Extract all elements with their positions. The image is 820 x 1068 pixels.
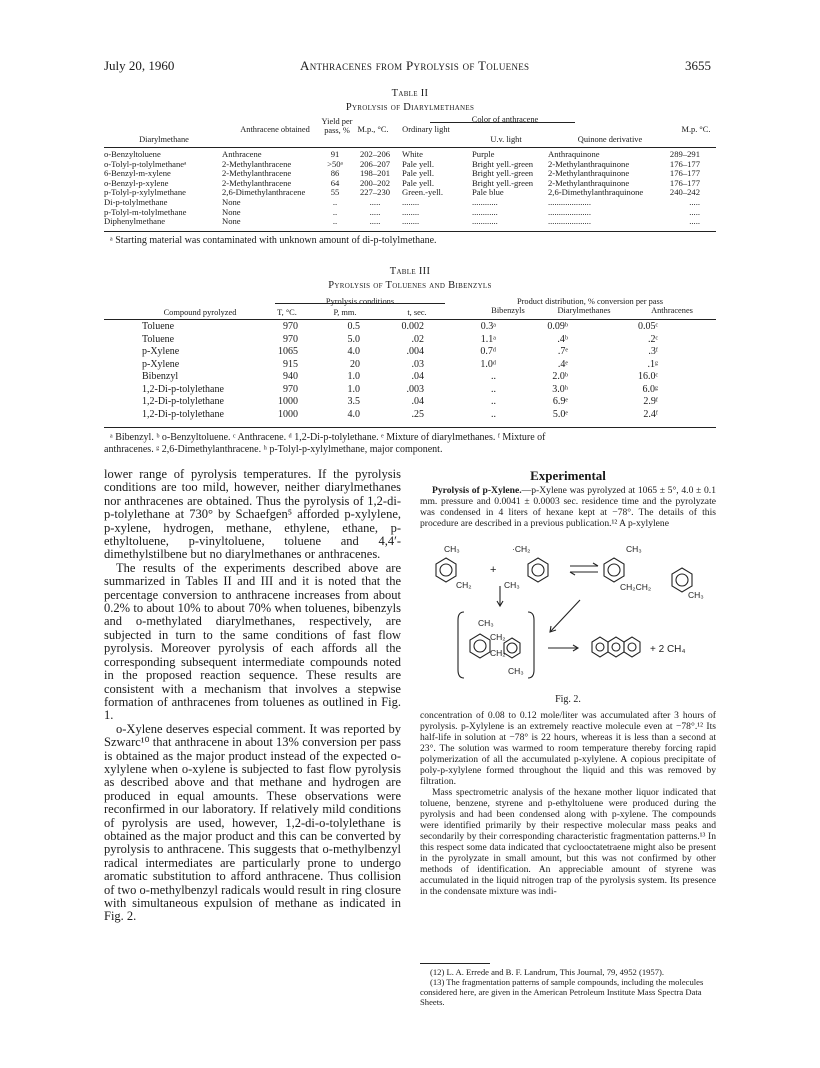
cell: 970 — [283, 321, 298, 332]
label-product: + 2 CH₄ — [650, 644, 686, 655]
cell: 2.0ᵇ — [552, 371, 568, 382]
t2-h-anthracene-obtained: Anthracene obtained — [240, 125, 310, 134]
cell: 240–242 — [669, 187, 700, 198]
cell: .. — [332, 216, 338, 227]
cell: 1,2-Di-p-tolylethane — [142, 383, 224, 395]
cell: 2,6-Dimethylanthracene — [222, 187, 306, 198]
t2-h-yield: Yield per pass, % — [321, 117, 353, 135]
cell: 1.0 — [347, 383, 360, 395]
body-paragraph: The results of the experiments described above are summarized in Tables II and III and it is noted that the percentage conversion to anthracene increases from about 0.2% to about 10% to about 70% when toluenes, bibenzyls and o-methylated diarylmethanes, respectively, are subjected in turn to the same conditions of fast flow pyrolysis. Moreover pyrolysis of each affords all the corresponding subsequent intermediate compounds noted in the proposed reaction sequence. These results are consistent with a mechanism that involves a stepwise formation of anthracenes from toluenes as outlined in Fig. 1. — [104, 560, 401, 723]
footnote-12: (12) L. A. Errede and B. F. Landrum, This Journal, 79, 4952 (1957). — [430, 967, 665, 977]
ring-circle — [608, 564, 620, 576]
label-ch2: CH₂ — [490, 648, 506, 658]
cell: Pale yell. — [402, 177, 434, 188]
cell: 6.0ᵍ — [642, 383, 658, 395]
table3-footnote-line2: anthracenes. ᵍ 2,6-Dimethylanthracene. ʰ p-Tolyl-p-xylylmethane, major component. — [104, 444, 443, 455]
cell: ............ — [472, 216, 498, 227]
cell: 2.9ᶠ — [643, 396, 658, 407]
cell: ............ — [472, 196, 498, 207]
cell: Bright yell.-green — [472, 158, 534, 169]
t2-h-color-group: Color of anthracene — [471, 115, 539, 124]
label-ch2: CH₂ — [490, 632, 506, 642]
cell: 4.0 — [347, 346, 360, 357]
cell: .. — [491, 396, 496, 407]
t3-h-diarylmethanes: Diarylmethanes — [557, 306, 611, 315]
cell: 5.0ᵉ — [552, 408, 568, 420]
label-ch3: CH₃ — [504, 580, 520, 590]
t3-h-tsec: t, sec. — [407, 308, 427, 317]
cell: .04 — [411, 371, 424, 382]
cell: .02 — [411, 333, 424, 345]
header-date: July 20, 1960 — [104, 58, 175, 73]
label-ch2: CH₂ — [456, 580, 472, 590]
cell: Pale blue — [472, 187, 504, 198]
bracket-left — [458, 612, 464, 678]
cell: None — [222, 216, 241, 227]
cell: 940 — [283, 371, 298, 382]
cell: 5.0 — [347, 333, 360, 345]
cell: 0.7ᵈ — [480, 346, 496, 357]
cell: ..... — [689, 216, 700, 227]
table3-body — [140, 321, 660, 421]
table-row — [140, 334, 660, 347]
cell: None — [222, 196, 241, 207]
table3 — [140, 321, 660, 421]
label-ch2-radical: ·CH₂ — [512, 544, 531, 554]
table-row — [140, 396, 660, 409]
cell: 2.4ᶠ — [643, 408, 658, 420]
cell: 970 — [283, 333, 298, 345]
cell: Toluene — [142, 333, 175, 345]
cell: 1000 — [278, 396, 298, 407]
cell: 0.5 — [347, 321, 360, 332]
cell: Pale yell. — [402, 168, 434, 179]
cell: Purple — [472, 149, 495, 159]
ring-circle — [507, 643, 517, 653]
table-row — [140, 346, 660, 359]
cell: .3ᶠ — [648, 346, 658, 357]
cell: .. — [491, 408, 496, 420]
table2-body — [102, 150, 702, 227]
cell: .03 — [411, 358, 424, 370]
ring-circle — [440, 564, 452, 576]
right-column-bottom — [420, 710, 716, 897]
cell: Green.-yell. — [402, 187, 444, 198]
cell: 0.002 — [401, 321, 424, 332]
cell: p-Xylene — [142, 346, 180, 357]
label-plus: + — [490, 564, 497, 576]
cell: 970 — [283, 383, 298, 395]
cell: None — [222, 206, 241, 217]
anthracene-ring — [624, 637, 640, 657]
cell: 289–291 — [669, 149, 700, 159]
section-heading: Experimental — [530, 468, 606, 483]
table2-caption: Pyrolysis of Diarylmethanes — [345, 102, 475, 113]
cell: .4ᵇ — [557, 333, 568, 345]
cell: 3.5 — [347, 396, 360, 407]
t2-h-diarylmethane: Diarylmethane — [139, 135, 189, 144]
table2-label: Table II — [391, 88, 429, 99]
cell: .................... — [548, 216, 591, 227]
body-paragraph: Mass spectrometric analysis of the hexane mother liquor indicated that toluene, benzene, styrene and p-ethyltoluene were produced during the pyrolysis and had been condensed along with p-xylene. The compounds were identified primarily by their respective molecular mass peaks and secondarily by their corresponding characteristic fragmentation patterns.¹³ In this respect some data indicated that cyclooctatetraene might also be present in the pyrolyzate in small amount, but this was not confirmed by other methods of identification. An appreciable amount of styrene was accumulated in the liquid nitrogen trap of the pyrolysis system. Its presence in the condensate mixture was indi- — [420, 787, 716, 897]
benzene-ring — [604, 558, 624, 582]
cell: .. — [491, 371, 496, 382]
cell: p-Tolyl-m-tolylmethane — [104, 206, 187, 217]
cell: 202–206 — [359, 149, 391, 159]
t3-h-bibenzyls: Bibenzyls — [491, 306, 525, 315]
cell: 55 — [330, 187, 340, 198]
table3-label: Table III — [389, 266, 431, 277]
cell: 1,2-Di-p-tolylethane — [142, 408, 224, 420]
t2-h-quinone: Quinone derivative — [577, 135, 643, 144]
cell: .................... — [548, 206, 591, 217]
cell: 2-Methylanthraquinone — [548, 177, 630, 188]
bracket-right — [528, 612, 534, 678]
cell: o-Tolyl-p-tolylmethaneᵃ — [104, 158, 187, 169]
cell: Anthracene — [222, 149, 262, 159]
cell: Anthraquinone — [548, 149, 600, 159]
right-column-top — [420, 485, 716, 529]
table3-footnote-line1: ᵃ Bibenzyl. ᵇ o-Benzyltoluene. ᶜ Anthracene. ᵈ 1,2-Di-p-tolylethane. ᵉ Mixture of diarylmethanes. ᶠ Mixture of — [110, 432, 546, 443]
cell: 6.9ᵉ — [552, 396, 568, 407]
label-ch3: CH₃ — [688, 590, 704, 600]
cell: Bright yell.-green — [472, 168, 534, 179]
anthracene-ring — [592, 637, 608, 657]
t2-h-quinone-mp: M.p. °C. — [681, 125, 711, 134]
ring-circle — [474, 640, 486, 652]
body-paragraph: concentration of 0.08 to 0.12 mole/liter was accumulated after 3 hours of pyrolysis. p-Xylylene is an extremely reactive molecule even at −78°.¹² Its half-life in solution at −78° is 22 hours, whereas it is less than a second at 23°. The solution was warmed to room temperature thereby forcing rapid polymerization of all the accumulated p-xylylene. A copious precipitate of poly-p-xylylene formed throughout the liquid and this was removed by filtration. — [420, 710, 716, 787]
table-row — [140, 359, 660, 372]
cell: 176–177 — [669, 158, 700, 169]
cell: .7ᵉ — [557, 346, 568, 357]
cell: 1.0 — [347, 371, 360, 382]
body-paragraph: o-Xylene deserves especial comment. It was reported by Szwarc¹⁰ that anthracene in about 13% conversion per pass is obtained as the major product instead of the expected o-xylylene when o-xylene is subjected to fast flow pyrolysis as described above and that methane and hydrogen are produced in equal amounts. These observations were reconfirmed in our laboratory. If relatively mild conditions of pyrolysis are used, however, 1,2-di-o-tolylethane is obtained as the major product and this can be converted by pyrolysis to anthracene. This suggests that o-methylbenzyl radical intermediates are particularly prone to undergo aromatic substitution to afford anthracene. Thus collision of two o-methylbenzyl radicals would result in ring closure with simultaneous expulsion of methane as indicated in Fig. 2. — [104, 721, 401, 924]
cell: .................... — [548, 196, 591, 207]
t3-h-conditions-group: Pyrolysis conditions — [325, 297, 395, 306]
label-ch3: CH₃ — [626, 544, 642, 554]
cell: 915 — [283, 358, 298, 370]
cell: p-Tolyl-p-xylylmethane — [104, 187, 186, 198]
table3-caption: Pyrolysis of Toluenes and Bibenzyls — [328, 280, 492, 291]
cell: 0.05ᶜ — [637, 321, 658, 332]
cell: 91 — [330, 149, 340, 159]
cell: p-Xylene — [142, 358, 180, 370]
cell: ........ — [402, 196, 420, 207]
cell: 1,2-Di-p-tolylethane — [142, 396, 224, 407]
footnotes — [420, 967, 716, 1007]
t3-h-anthracenes: Anthracenes — [651, 306, 693, 315]
cell: 64 — [330, 177, 340, 188]
cell: .1ᵍ — [647, 358, 658, 370]
label-ch3: CH₃ — [444, 544, 460, 554]
left-column — [104, 468, 401, 924]
table2 — [102, 150, 702, 227]
benzene-ring — [528, 558, 548, 582]
benzene-ring — [672, 568, 692, 592]
cell: 176–177 — [669, 168, 700, 179]
ring-circle — [532, 564, 544, 576]
table-row — [140, 371, 660, 384]
cell: ..... — [689, 196, 700, 207]
cell: 1.1ᵃ — [480, 333, 496, 345]
cell: o-Benzyl-p-xylene — [104, 177, 169, 188]
cell: 200–202 — [359, 177, 391, 188]
cell: 198–201 — [359, 168, 391, 179]
diagonal-arrow — [550, 600, 580, 632]
cell: 0.09ᵇ — [547, 321, 568, 332]
table-row — [140, 409, 660, 422]
label-ch3: CH₃ — [478, 618, 494, 628]
cell: ............ — [472, 206, 498, 217]
figure-2-scheme — [420, 540, 716, 692]
cell: 1.0ᵈ — [480, 358, 496, 370]
figure-caption: Fig. 2. — [555, 694, 581, 705]
t3-h-compound: Compound pyrolyzed — [163, 308, 237, 317]
header-title: Anthracenes from Pyrolysis of Toluenes — [300, 58, 530, 73]
cell: 86 — [330, 168, 340, 179]
cell: .. — [491, 383, 496, 395]
t2-h-mp: M.p., °C. — [357, 125, 389, 134]
cell: 2-Methylanthraquinone — [548, 158, 630, 169]
cell: Diphenylmethane — [104, 216, 166, 227]
table-row — [140, 384, 660, 397]
cell: o-Benzyltoluene — [104, 149, 161, 159]
cell: Di-p-tolylmethane — [104, 196, 168, 207]
cell: 2-Methylanthraquinone — [548, 168, 630, 179]
cell: Pale yell. — [402, 158, 434, 169]
cell: 0.3ᵃ — [480, 321, 496, 332]
cell: ........ — [402, 216, 420, 227]
cell: 6-Benzyl-m-xylene — [104, 168, 171, 179]
cell: Bibenzyl — [142, 371, 179, 382]
cell: White — [402, 149, 423, 159]
footnote-13: (13) The fragmentation patterns of sample compounds, including the molecules considered here, are given in the American Petroleum Institute Mass Spectra Data Sheets. — [420, 977, 704, 1007]
benzene-ring — [504, 638, 520, 658]
cell: 16.0ᶜ — [637, 371, 658, 382]
cell: 2-Methylanthracene — [222, 168, 292, 179]
cell: ..... — [369, 206, 381, 217]
table2-footnote: ᵃ Starting material was contaminated with unknown amount of di-p-tolylmethane. — [110, 235, 437, 246]
label-ch3: CH₃ — [508, 666, 524, 676]
cell: ..... — [369, 196, 381, 207]
cell: 1065 — [278, 346, 298, 357]
cell: 20 — [350, 358, 360, 370]
cell: 176–177 — [669, 177, 700, 188]
body-paragraph: lower range of pyrolysis temperatures. If the pyrolysis conditions are too mild, however, neither diarylmethanes nor anthracenes are obtained. Thus the pyrolysis of 1,2-di-p-tolylethane at 730° by Schaefgen⁵ afforded p-xylylene, p-xylene, hydrogen, methane, ethylene, ethane, p-ethyltoluene, p-vinyltoluene, toluene and 4,4′-dimethylstilbene but no diarylmethanes or anthracenes. — [104, 467, 401, 562]
cell: ..... — [689, 206, 700, 217]
cell: ........ — [402, 206, 420, 217]
table-row — [102, 217, 702, 227]
t2-h-uv-light: U.v. light — [490, 135, 522, 144]
t3-h-product-group: Product distribution, % conversion per pass — [516, 297, 664, 306]
table-row — [140, 321, 660, 334]
cell: .. — [332, 206, 338, 217]
run-in-heading: Pyrolysis of p-Xylene. — [432, 485, 522, 496]
cell: >50ᵃ — [327, 158, 343, 169]
benzene-ring — [470, 634, 490, 658]
t2-h-ordinary-light: Ordinary light — [402, 125, 450, 134]
cell: 227–230 — [359, 187, 391, 198]
cell: 2,6-Dimethylanthraquinone — [548, 187, 644, 198]
cell: .. — [332, 196, 338, 207]
cell: .003 — [406, 383, 424, 395]
cell: 2-Methylanthracene — [222, 177, 292, 188]
ring-circle — [676, 574, 688, 586]
cell: .04 — [411, 396, 424, 407]
cell: .004 — [406, 346, 424, 357]
cell: 206–207 — [359, 158, 391, 169]
cell: 4.0 — [347, 408, 360, 420]
cell: 3.0ʰ — [552, 383, 568, 395]
benzene-ring — [436, 558, 456, 582]
cell: 2-Methylanthracene — [222, 158, 292, 169]
cell: .25 — [411, 408, 424, 420]
cell: Bright yell.-green — [472, 177, 534, 188]
t3-h-t: T, °C. — [277, 308, 297, 317]
body-paragraph: —p-Xylene was pyrolyzed at 1065 ± 5°, 4.0 ± 0.1 mm. pressure and 0.0041 ± 0.0003 sec. residence time and the pyrolyzate was condensed in 4 liters of hexane kept at −78°. The details of this procedure are described in a previous publication.¹² A p-xylylene — [420, 485, 716, 529]
t3-h-p: P, mm. — [333, 308, 357, 317]
cell: Toluene — [142, 321, 175, 332]
anthracene-ring — [608, 637, 624, 657]
cell: .4ᵉ — [557, 358, 568, 370]
cell: .2ᶜ — [647, 333, 658, 345]
header-page-number: 3655 — [685, 58, 711, 73]
label-ch2ch2: CH₂CH₂ — [620, 582, 652, 592]
cell: ..... — [369, 216, 381, 227]
cell: 1000 — [278, 408, 298, 420]
